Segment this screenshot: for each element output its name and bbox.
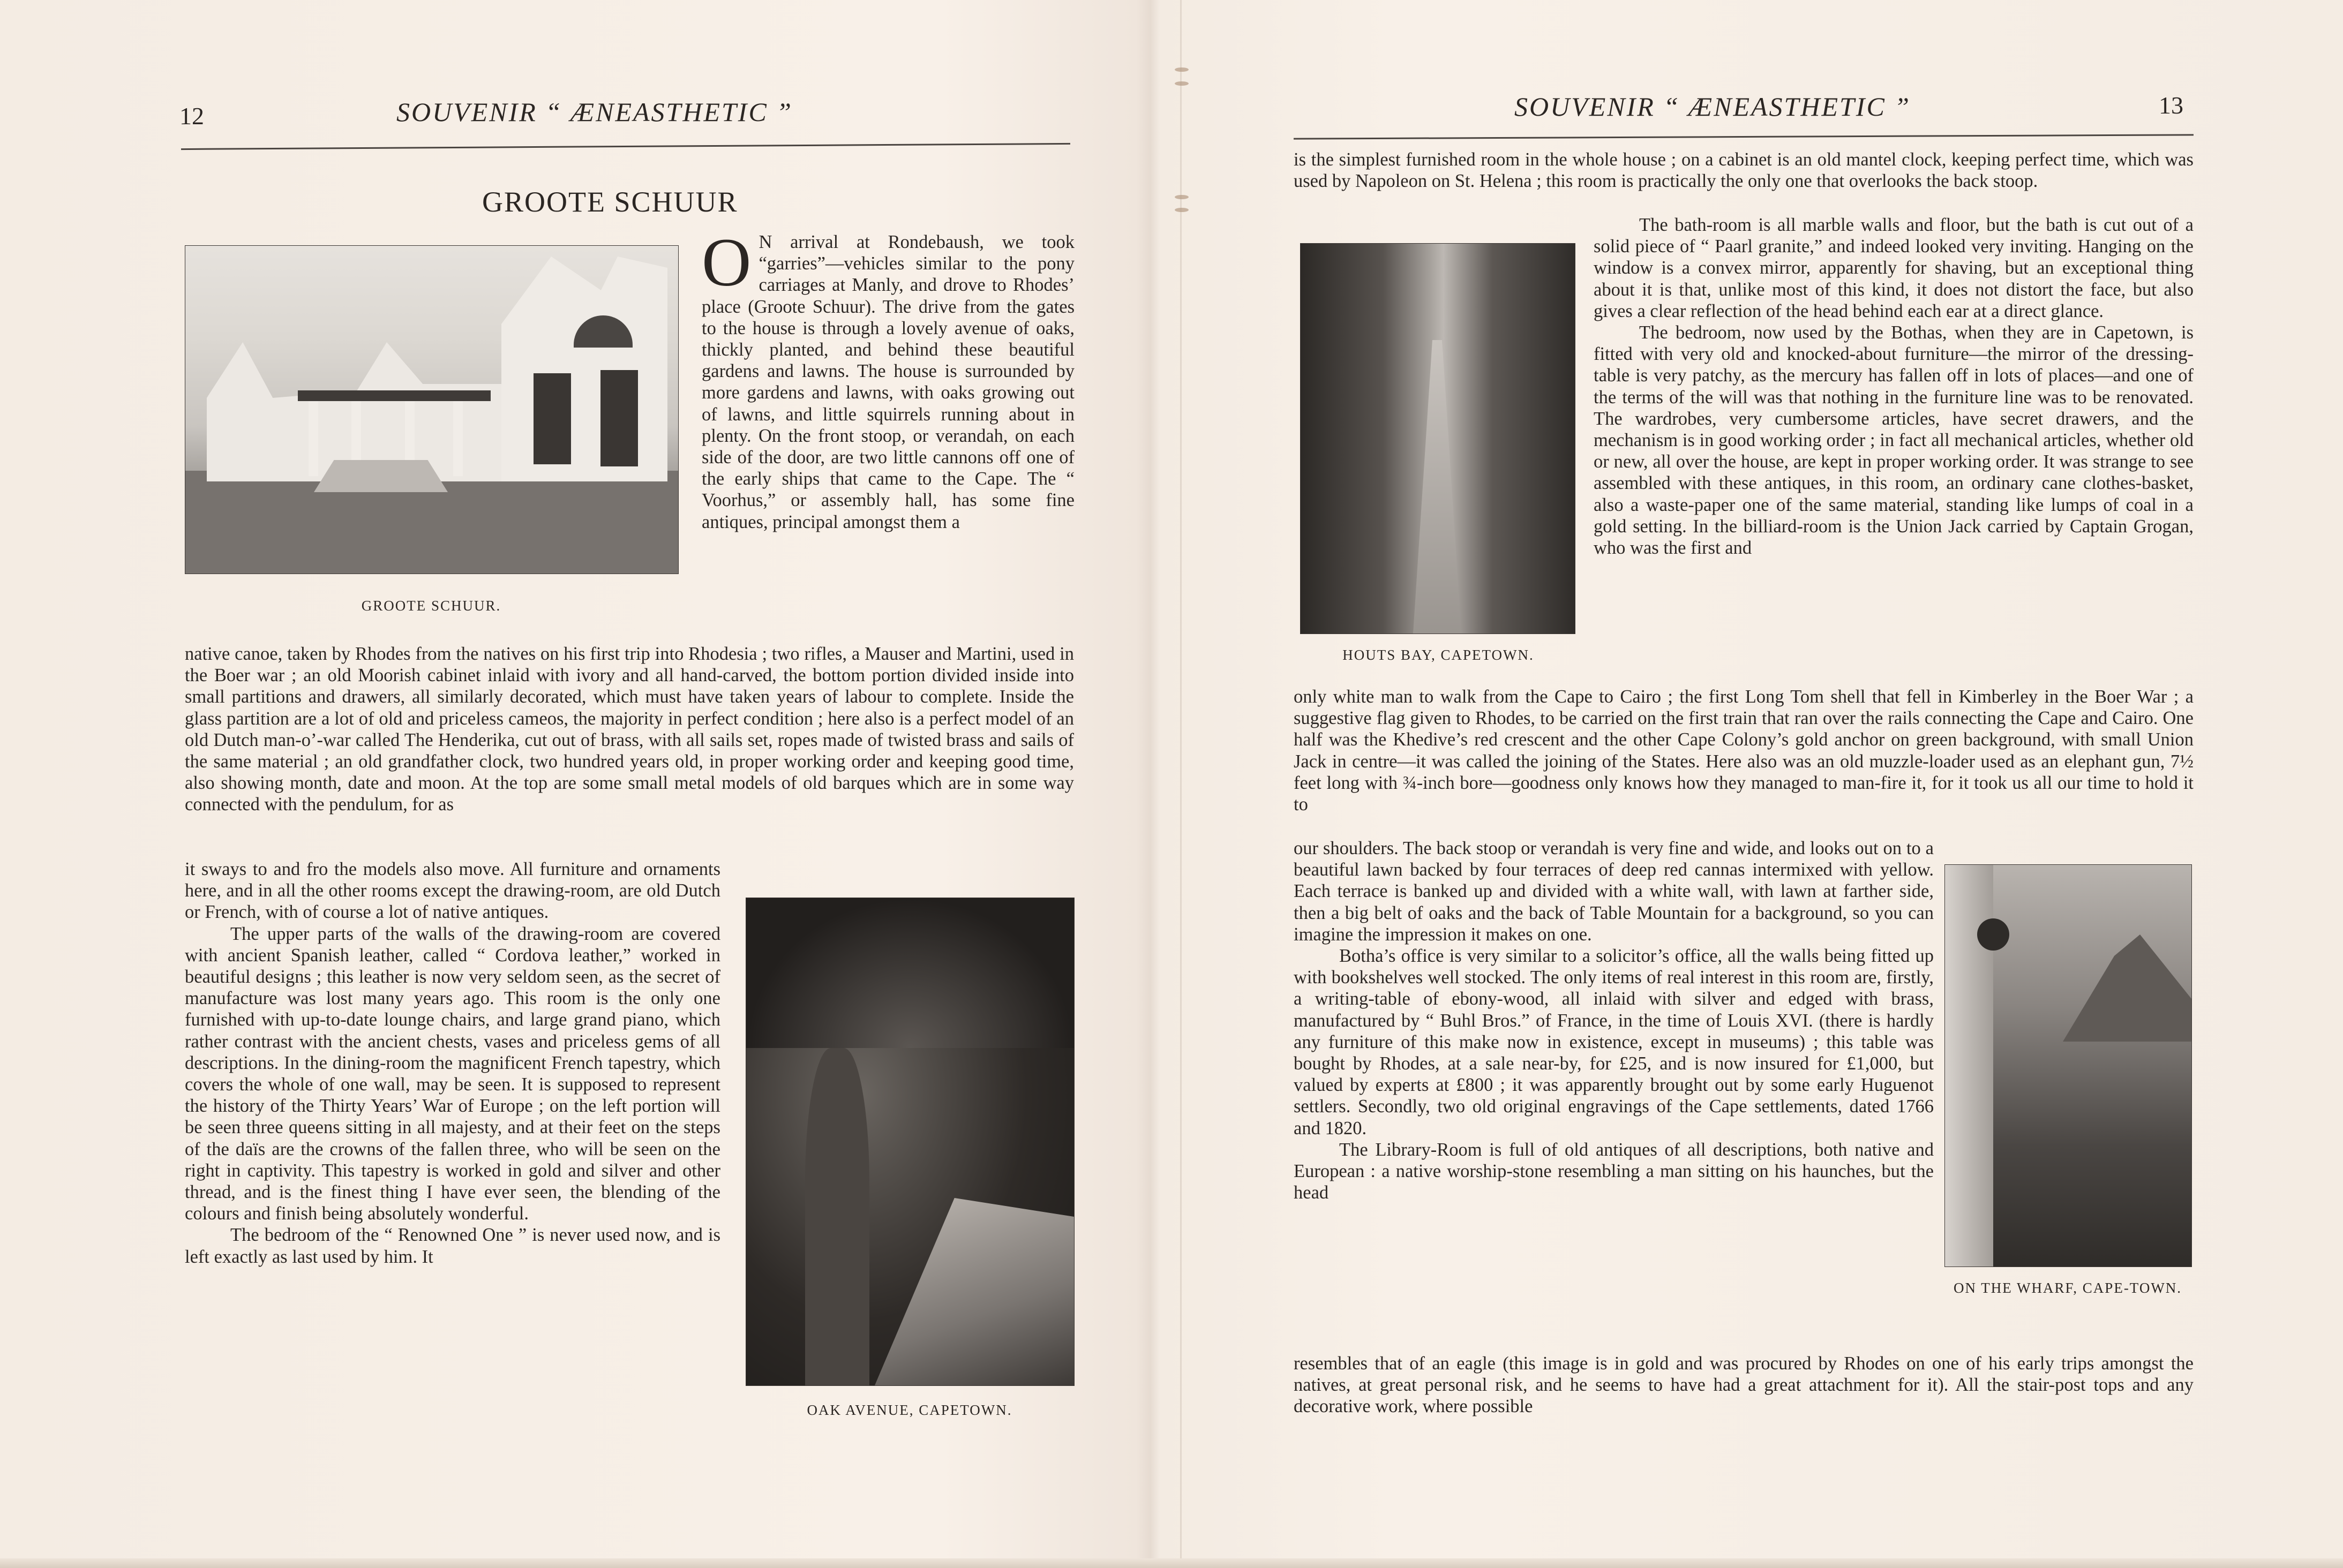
- book-spine: [1180, 0, 1182, 1568]
- article-body-column: [185, 858, 720, 1268]
- right-page: [1186, 0, 2343, 1568]
- photo-groote-schuur: [185, 245, 679, 574]
- running-head: SOUVENIR “ ÆNEASTHETIC ”: [396, 97, 793, 127]
- page-number: 13: [2159, 92, 2183, 119]
- photo-caption: HOUTS BAY, CAPETOWN.: [1342, 647, 1534, 663]
- paragraph: our shoulders. The back stoop or verandah is very fine and wide, and looks out on to a beautiful lawn backed by four terraces of deep red cannas intermixed with yellow. Each terrace is banked up and divided with a white wall, with lawn at farther side, then a big belt of oaks and the back of Table Mountain for a background, so you can imagine the impression it makes on one.: [1294, 838, 1934, 945]
- paragraph: The Library-Room is full of old antiques of all descriptions, both native and European : a native worship-stone resembling a man sitting on his haunches, but the head: [1294, 1139, 1934, 1203]
- running-head: SOUVENIR “ ÆNEASTHETIC ”: [1514, 92, 1911, 122]
- paragraph: The bedroom, now used by the Bothas, when they are in Capetown, is fitted with very old and knocked-about furniture—the mirror of the dressing-table is very patchy, as the mercury has fallen off in lots of places—and one of the terms of the will was that nothing in the furniture line was to be renovated. The wardrobes, very cumbersome articles, have secret drawers, and the mechanism is in good working order ; in fact all mechanical articles, whether old or new, all over the house, are kept in proper working order. It was strange to see assembled with these antiques, in this room, an ordinary cane clothes-basket, also a waste-paper one of the same material, standing like lumps of coal in a gold setting. In the billiard-room is the Union Jack carried by Captain Grogan, who was the first and: [1594, 322, 2194, 559]
- page-number: 12: [179, 102, 204, 130]
- paragraph: The bedroom of the “ Renowned One ” is never used now, and is left exactly as last used by him. It: [185, 1225, 720, 1267]
- paragraph: resembles that of an eagle (this image is in gold and was procured by Rhodes on one of his early trips amongst the natives, at great personal risk, and he seems to have had a great attachment for it). All the stair-post tops and any decorative work, where possible: [1294, 1353, 2194, 1417]
- article-opening: [702, 224, 1075, 533]
- header-rule: [181, 143, 1070, 150]
- article-body-column: [1294, 838, 1934, 1203]
- paragraph: is the simplest furnished room in the whole house ; on a cabinet is an old mantel clock, keeping perfect time, which was used by Napoleon on St. Helena ; this room is practically the only one that overlooks the back stoop.: [1294, 149, 2194, 192]
- paragraph: The upper parts of the walls of the drawing-room are covered with ancient Spanish leather, called “ Cordova leather,” worked in beautiful designs ; this leather is now very seldom seen, as the secret of manufacture was lost many years ago. This room is the only one furnished with up-to-date lounge chairs, and large grand piano, which rather contrast with the ancient chests, vases and priceless gems of all descriptions. In the dining-room the magnificent French tapestry, which covers the whole of one wall, may be seen. It is supposed to represent the history of the Thirty Years’ War of Europe ; on the left portion will be seen three queens sitting in all majesty, and at their feet on the steps of the daïs are the crowns of the fallen three, who will be seen on the right in captivity. This tapestry is worked in gold and silver and other thread, and is the finest thing I have ever seen, the blending of the colours and finish being absolutely wonderful.: [185, 923, 720, 1224]
- paragraph: only white man to walk from the Cape to Cairo ; the first Long Tom shell that fell in Kimberley in the Boer War ; a suggestive flag given to Rhodes, to be carried on the first train that ran over the rails connecting the Cape and Cairo. One half was the Khedive’s red crescent and the other Cape Colony’s gold anchor on green background, with small Union Jack in centre—it was called the joining of the States. Here also was an old muzzle-loader used as an elephant gun, 7½ feet long with ¾-inch bore—goodness only knows how they managed to man-fire it, for it took us all our time to hold it to: [1294, 687, 2194, 815]
- photo-houts-bay: [1300, 243, 1575, 634]
- article-title: GROOTE SCHUUR: [482, 186, 738, 218]
- drop-cap: O: [702, 224, 752, 300]
- paragraph: it sways to and fro the models also move. All furniture and ornaments here, and in all the other rooms except the drawing-room, are old Dutch or French, with of course a lot of native antiques.: [185, 859, 720, 923]
- header-rule: [1294, 134, 2194, 139]
- article-body-top: [1294, 149, 2194, 192]
- photo-oak-avenue: [746, 898, 1075, 1386]
- photo-caption: GROOTE SCHUUR.: [361, 598, 501, 614]
- paragraph: N arrival at Rondebaush, we took “garries”—vehicles similar to the pony carriages at Manly, and drove to Rhodes’ place (Groote Schuur). The drive from the gates to the house is through a lovely avenue of oaks, thickly planted, and behind these beautiful gardens and lawns. The house is surrounded by more gardens and lawns, with oaks growing out of lawns, and little squirrels running about in plenty. On the front stoop, or verandah, on each side of the door, are two little cannons off one of the early ships that came to the Cape. The “ Voorhus,” or assembly hall, has some fine antiques, principal amongst them a: [702, 232, 1075, 532]
- article-body-column: [1594, 214, 2194, 559]
- paragraph: Botha’s office is very similar to a solicitor’s office, all the walls being fitted up with bookshelves well stocked. The only items of real interest in this room are, firstly, a writing-table of ebony-wood, all inlaid with silver and edged with brass, manufactured by “ Buhl Bros.” of France, in the time of Louis XVI. (there is hardly any furniture of this make now in existence, except in museums) ; this table was bought by Rhodes, at a sale near-by, for £25, and is now insured for £1,000, but valued by experts at £800 ; it was apparently brought out by some early Huguenot settlers. Secondly, two old original engravings of the Cape settlements, dated 1766 and 1820.: [1294, 946, 1934, 1139]
- article-body-bottom: [1294, 1353, 2194, 1418]
- article-body-wide: [185, 643, 1074, 816]
- photo-caption: ON THE WHARF, CAPE-TOWN.: [1953, 1280, 2182, 1296]
- paragraph: native canoe, taken by Rhodes from the natives on his first trip into Rhodesia ; two rifles, a Mauser and Martini, used in the Boer war ; an old Moorish cabinet inlaid with ivory and all hand-carved, the bottom portion divided inside into small partitions and drawers, all similarly decorated, which must have taken years of labour to complete. Inside the glass partition are a lot of old and priceless cameos, the majority in perfect condition ; here also is a perfect model of an old Dutch man-o’-war called The Henderika, cut out of brass, with all sails set, ropes made of twisted brass and sails of the same material ; an old grandfather clock, two hundred years old, in proper working order and keeping good time, also showing month, date and moon. At the top are some small metal models of old barques which are in some way connected with the pendulum, for as: [185, 644, 1074, 815]
- photo-caption: OAK AVENUE, CAPETOWN.: [807, 1402, 1012, 1418]
- photo-on-the-wharf: [1944, 864, 2192, 1267]
- paragraph: The bath-room is all marble walls and floor, but the bath is cut out of a solid piece of “ Paarl granite,” and indeed looked very inviting. Hanging on the window is a convex mirror, apparently for shaving, but an exceptional thing about it is that, unlike most of this kind, it does not distort the face, but also gives a clear reflection of the head behind each ear at a direct glance.: [1594, 215, 2194, 321]
- article-body-wide: [1294, 643, 2194, 815]
